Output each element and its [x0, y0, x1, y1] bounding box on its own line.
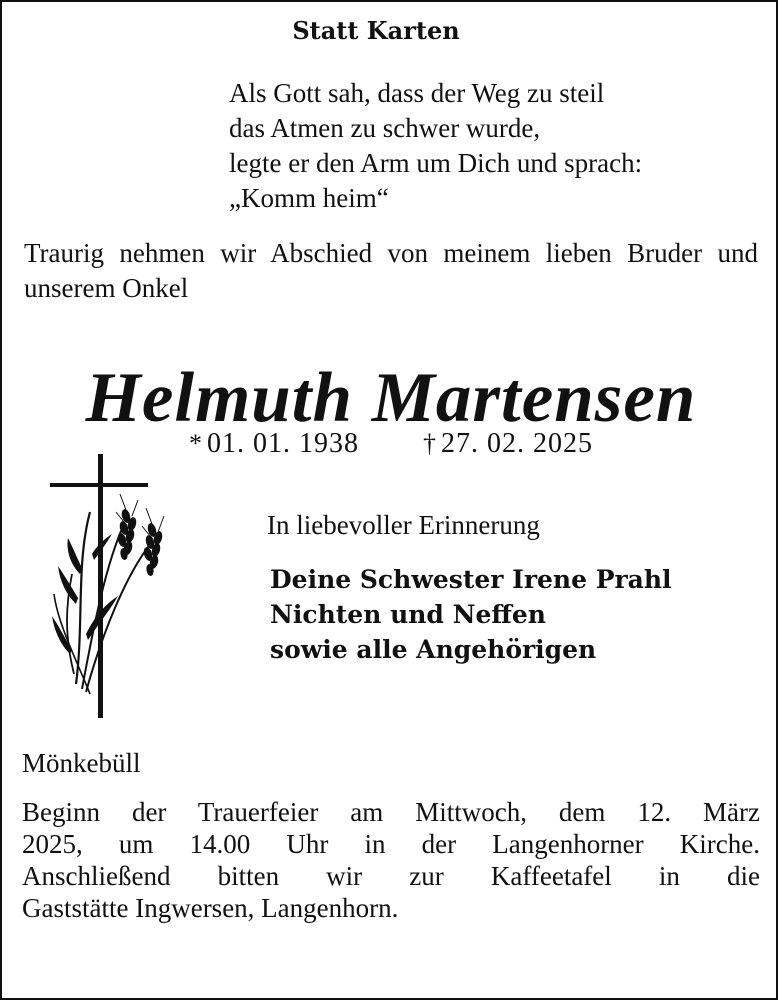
mourner-line: sowie alle Angehörigen: [270, 635, 597, 664]
deceased-name: Helmuth Martensen: [85, 359, 697, 437]
poem-line: legte er den Arm um Dich und sprach:: [229, 148, 643, 178]
notice-heading: Statt Karten: [292, 16, 460, 45]
service-line: Beginn der Trauerfeier am Mittwoch, dem 12. März: [22, 797, 760, 827]
funeral-service-info: [22, 796, 760, 924]
service-line: Anschließend bitten wir zur Kaffeetafel in die: [22, 861, 760, 891]
intro-text: Traurig nehmen wir Abschied von meinem lieben Bruder und unserem Onkel: [24, 238, 758, 303]
memory-line: In liebevoller Erinnerung: [267, 510, 540, 540]
service-line: Gaststätte Ingwersen, Langenhorn.: [22, 893, 399, 923]
service-line: 2025, um 14.00 Uhr in der Langenhorner Kirche.: [22, 829, 760, 859]
place-name: Mönkebüll: [22, 748, 141, 778]
death-date: 27. 02. 2025: [441, 428, 593, 459]
death-cross-icon: †: [423, 429, 437, 458]
birth-date: 01. 01. 1938: [207, 428, 359, 459]
poem-line: das Atmen zu schwer wurde,: [229, 113, 541, 143]
mourners-list: [270, 562, 672, 667]
cross-wheat-icon: [46, 454, 176, 722]
birth-star-icon: *: [189, 429, 203, 458]
poem-line: Als Gott sah, dass der Weg zu steil: [229, 78, 605, 108]
poem-line: „Komm heim“: [229, 183, 389, 213]
mourner-line: Deine Schwester Irene Prahl: [270, 565, 672, 594]
mourner-line: Nichten und Neffen: [270, 600, 546, 629]
poem: [229, 76, 642, 216]
